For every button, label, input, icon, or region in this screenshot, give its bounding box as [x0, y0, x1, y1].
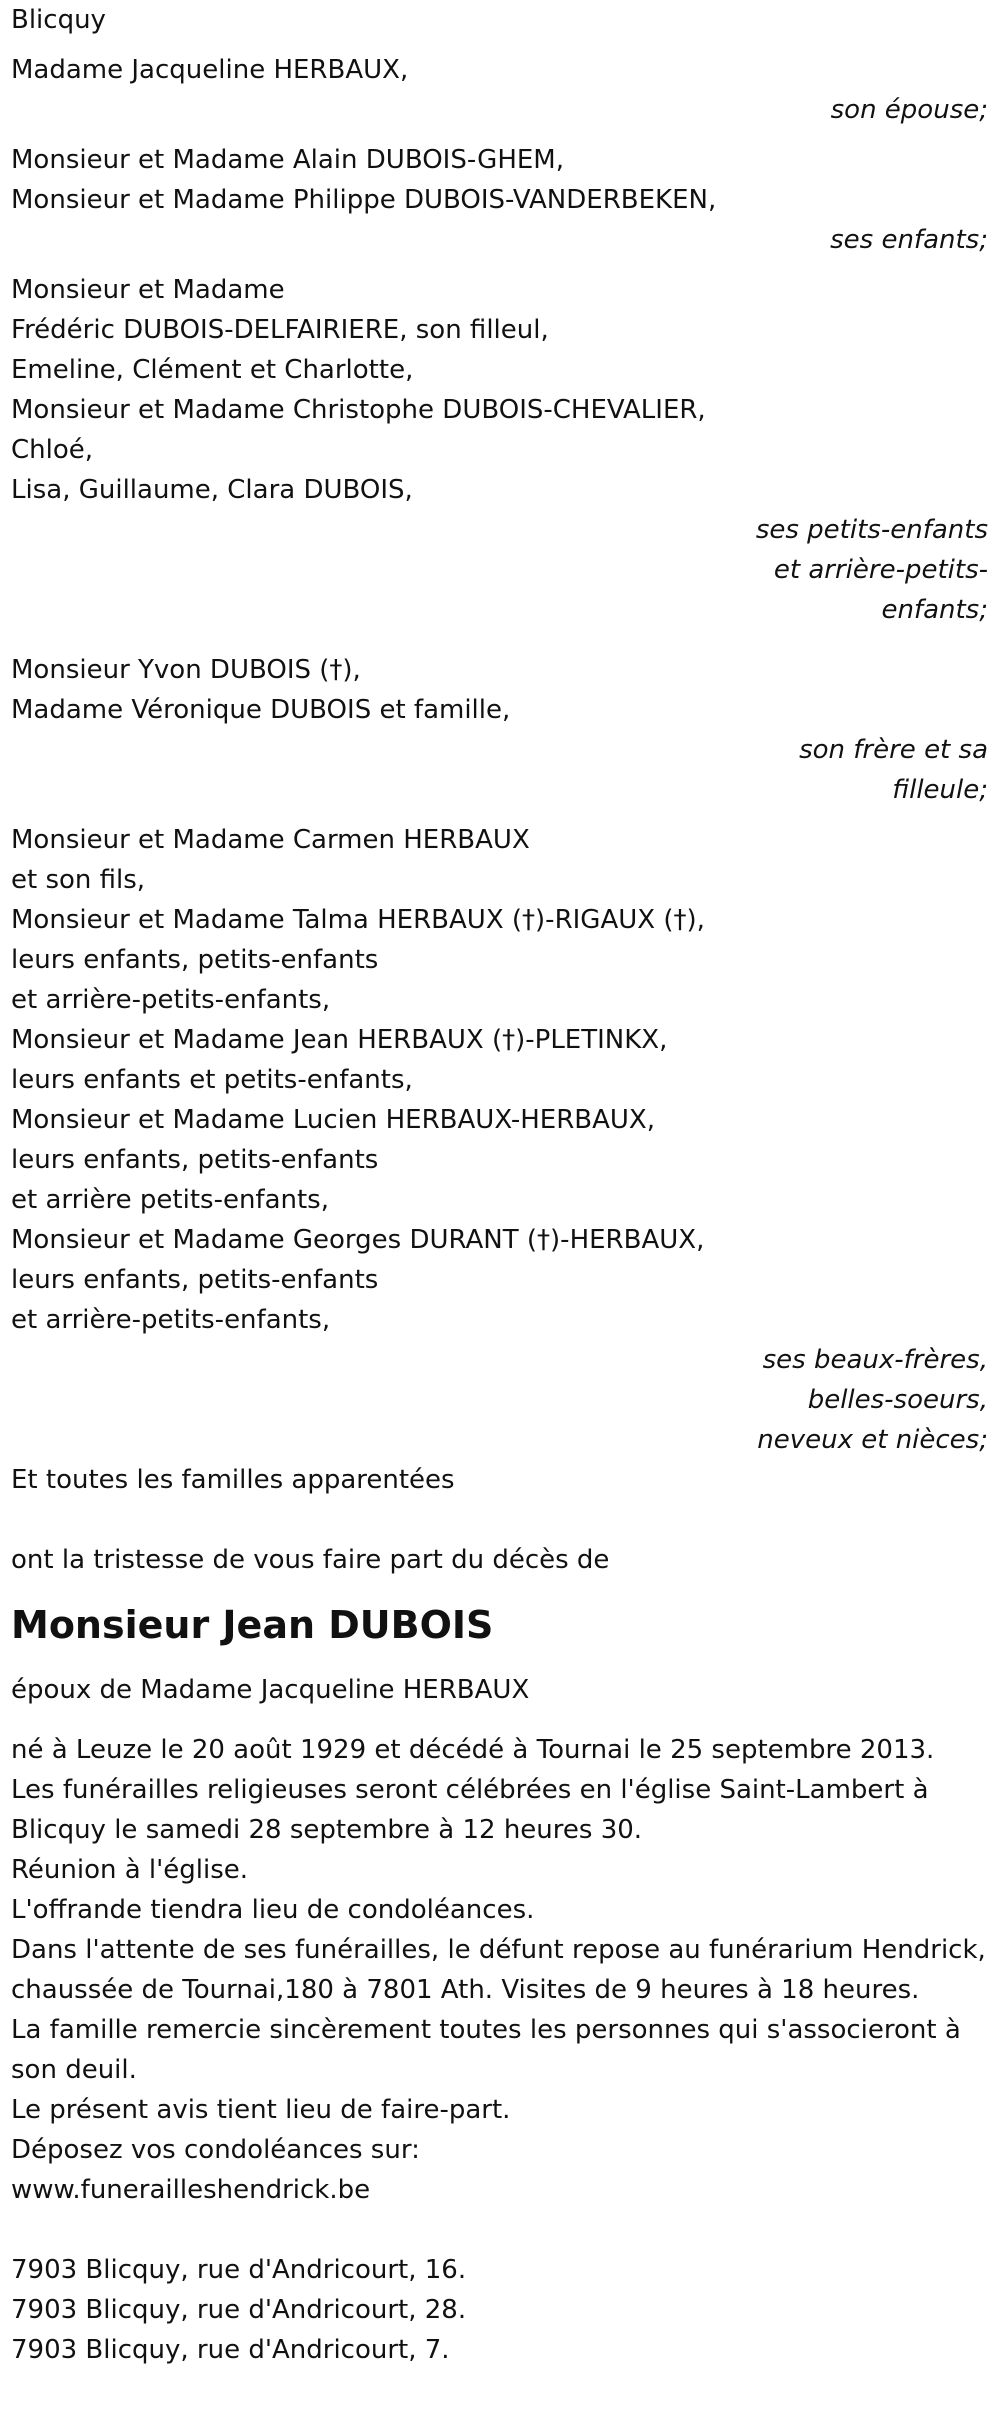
sibling-line: Monsieur Yvon DUBOIS (†),: [11, 655, 361, 685]
grandchildren-role: ses petits-enfants: [755, 515, 988, 545]
deceased-name: Monsieur Jean DUBOIS: [11, 1603, 494, 1647]
deceased-spouse-line: époux de Madame Jacqueline HERBAUX: [11, 1675, 530, 1705]
notice-line: Le présent avis tient lieu de faire-part.: [11, 2095, 511, 2125]
grandchild-line: Monsieur et Madame Christophe DUBOIS-CHEVALIER,: [11, 395, 706, 425]
inlaws-role: ses beaux-frères,: [762, 1345, 988, 1375]
sibling-role: son frère et sa: [799, 735, 988, 765]
details-block: [11, 1730, 989, 2210]
thanks-line: La famille remercie sincèrement toutes les personnes qui s'associeront à son deuil.: [11, 2015, 961, 2085]
meeting-line: Réunion à l'église.: [11, 1855, 249, 1885]
grandchildren-role: et arrière-petits-: [773, 555, 988, 585]
funeral-line: Les funérailles religieuses seront célébrées en l'église Saint-Lambert à Blicquy le samedi 28 septembre à 12 heures 30.: [11, 1775, 929, 1845]
spouse-role: son épouse;: [830, 95, 988, 125]
address-line: 7903 Blicquy, rue d'Andricourt, 28.: [11, 2295, 467, 2325]
addresses-block: [11, 2250, 989, 2370]
address-line: 7903 Blicquy, rue d'Andricourt, 7.: [11, 2335, 450, 2365]
inlaw-line: Monsieur et Madame Lucien HERBAUX-HERBAUX,: [11, 1105, 655, 1135]
address-line: 7903 Blicquy, rue d'Andricourt, 16.: [11, 2255, 467, 2285]
inlaws-role: neveux et nièces;: [757, 1425, 988, 1455]
spouse-block: [11, 50, 989, 130]
inlaw-line: et arrière petits-enfants,: [11, 1185, 329, 1215]
children-block: [11, 140, 989, 260]
grandchildren-block: [11, 270, 989, 630]
grandchild-line: Frédéric DUBOIS-DELFAIRIERE, son filleul,: [11, 315, 549, 345]
spouse-line: Madame Jacqueline HERBAUX,: [11, 55, 409, 85]
child-line: Monsieur et Madame Alain DUBOIS-GHEM,: [11, 145, 564, 175]
website-link[interactable]: www.funerailleshendrick.be: [11, 2175, 371, 2205]
birth-death-line: né à Leuze le 20 août 1929 et décédé à Tournai le 25 septembre 2013.: [11, 1735, 935, 1765]
children-role: ses enfants;: [830, 225, 988, 255]
funerarium-line: Dans l'attente de ses funérailles, le défunt repose au funérarium Hendrick, chaussée de Tournai,180 à 7801 Ath. Visites de 9 heures à 18 heures.: [11, 1935, 986, 2005]
inlaw-line: leurs enfants et petits-enfants,: [11, 1065, 413, 1095]
inlaw-line: leurs enfants, petits-enfants: [11, 1265, 379, 1295]
families-line: Et toutes les familles apparentées: [11, 1465, 455, 1495]
inlaws-role: belles-soeurs,: [807, 1385, 988, 1415]
inlaw-line: et son fils,: [11, 865, 146, 895]
inlaws-block: [11, 820, 989, 1460]
announcement-line: ont la tristesse de vous faire part du décès de: [11, 1545, 610, 1575]
inlaw-line: Monsieur et Madame Jean HERBAUX (†)-PLETINKX,: [11, 1025, 668, 1055]
inlaw-line: Monsieur et Madame Talma HERBAUX (†)-RIGAUX (†),: [11, 905, 705, 935]
inlaw-line: leurs enfants, petits-enfants: [11, 1145, 379, 1175]
offering-line: L'offrande tiendra lieu de condoléances.: [11, 1895, 535, 1925]
grandchild-line: Chloé,: [11, 435, 94, 465]
inlaw-line: Monsieur et Madame Georges DURANT (†)-HERBAUX,: [11, 1225, 705, 1255]
grandchild-line: Lisa, Guillaume, Clara DUBOIS,: [11, 475, 413, 505]
inlaw-line: et arrière-petits-enfants,: [11, 1305, 331, 1335]
grandchildren-role: enfants;: [881, 595, 988, 625]
grandchild-line: Emeline, Clément et Charlotte,: [11, 355, 414, 385]
sibling-line: Madame Véronique DUBOIS et famille,: [11, 695, 511, 725]
inlaw-line: leurs enfants, petits-enfants: [11, 945, 379, 975]
grandchild-line: Monsieur et Madame: [11, 275, 285, 305]
town-name: Blicquy: [11, 5, 106, 35]
inlaw-line: et arrière-petits-enfants,: [11, 985, 331, 1015]
inlaw-line: Monsieur et Madame Carmen HERBAUX: [11, 825, 530, 855]
child-line: Monsieur et Madame Philippe DUBOIS-VANDERBEKEN,: [11, 185, 717, 215]
sibling-block: [11, 650, 989, 810]
condolences-line: Déposez vos condoléances sur:: [11, 2135, 420, 2165]
sibling-role: filleule;: [892, 775, 988, 805]
